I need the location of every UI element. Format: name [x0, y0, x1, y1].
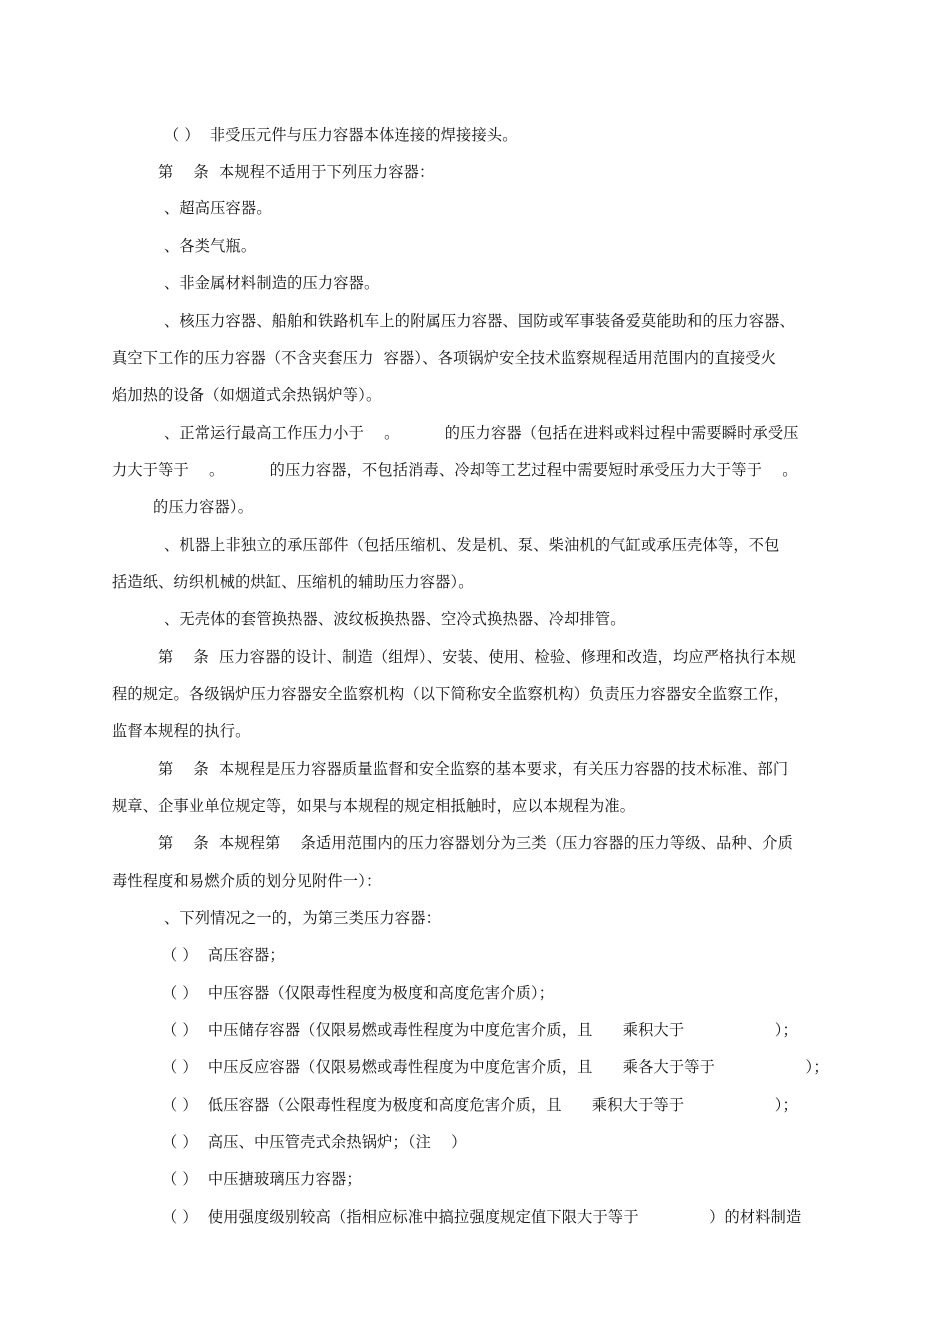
text-line: 监督本规程的执行。	[112, 722, 251, 740]
text-line: （ ） 使用强度级别较高（指相应标准中搞拉强度规定值下限大于等于 ）的材料制造	[162, 1208, 802, 1226]
text-line: 真空下工作的压力容器（不含夹套压力 容器）、各项锅炉安全技术监察规程适用范围内的直接受火	[112, 349, 777, 367]
text-line: 、下列情况之一的，为第三类压力容器：	[164, 909, 441, 927]
text-line: 程的规定。各级锅炉压力容器安全监察机构（以下简称安全监察机构）负责压力容器安全监察工作，	[112, 685, 790, 703]
text-line: 、正常运行最高工作压力小于 。 的压力容器（包括在进料或料过程中需要瞬时承受压	[164, 424, 799, 442]
text-line: 焰加热的设备（如烟道式余热锅炉等）。	[112, 386, 382, 404]
text-line: 力大于等于 。 的压力容器，不包括消毒、冷却等工艺过程中需要短时承受压力大于等于 。	[112, 461, 798, 479]
text-line: （ ） 中压反应容器（仅限易燃或毒性程度为中度危害介质，且 乘各大于等于 ）；	[162, 1058, 829, 1076]
text-line: （ ） 低压容器（公限毒性程度为极度和高度危害介质，且 乘积大于等于 ）；	[162, 1096, 798, 1114]
text-line: 第 条 本规程第 条适用范围内的压力容器划分为三类（压力容器的压力等级、品种、介质	[158, 834, 794, 852]
text-line: 、各类气瓶。	[164, 237, 257, 255]
text-line: （ ） 中压容器（仅限毒性程度为极度和高度危害介质）；	[162, 984, 555, 1002]
text-line: 括造纸、纺织机械的烘缸、压缩机的辅助压力容器）。	[112, 573, 474, 591]
text-line: 第 条 本规程不适用于下列压力容器：	[158, 163, 435, 181]
text-line: 毒性程度和易燃介质的划分见附件一）：	[112, 872, 382, 890]
text-line: 、机器上非独立的承压部件（包括压缩机、发是机、泵、柴油机的气缸或承压壳体等，不包	[164, 536, 780, 554]
text-line: （ ） 高压容器；	[162, 946, 285, 964]
text-line: （ ） 高压、中压管壳式余热锅炉；（注 ）	[162, 1133, 467, 1151]
text-line: 第 条 本规程是压力容器质量监督和安全监察的基本要求，有关压力容器的技术标准、部门	[158, 760, 789, 778]
text-line: 、核压力容器、船舶和铁路机车上的附属压力容器、国防或军事装备爱莫能助和的压力容器、	[164, 312, 795, 330]
text-line: 、超高压容器。	[164, 199, 272, 217]
text-line: 规章、企事业单位规定等，如果与本规程的规定相抵触时，应以本规程为准。	[112, 797, 636, 815]
text-line: （ ） 中压储存容器（仅限易燃或毒性程度为中度危害介质，且 乘积大于 ）；	[162, 1021, 798, 1039]
text-line: 、非金属材料制造的压力容器。	[164, 274, 380, 292]
text-line: （ ） 非受压元件与压力容器本体连接的焊接接头。	[164, 126, 518, 144]
text-line: 的压力容器）。	[153, 498, 254, 516]
text-line: （ ） 中压搪玻璃压力容器；	[162, 1170, 362, 1188]
text-line: 、无壳体的套管换热器、波纹板换热器、空冷式换热器、冷却排管。	[164, 610, 626, 628]
text-line: 第 条 压力容器的设计、制造（组焊）、安装、使用、检验、修理和改造，均应严格执行本规	[158, 648, 797, 666]
